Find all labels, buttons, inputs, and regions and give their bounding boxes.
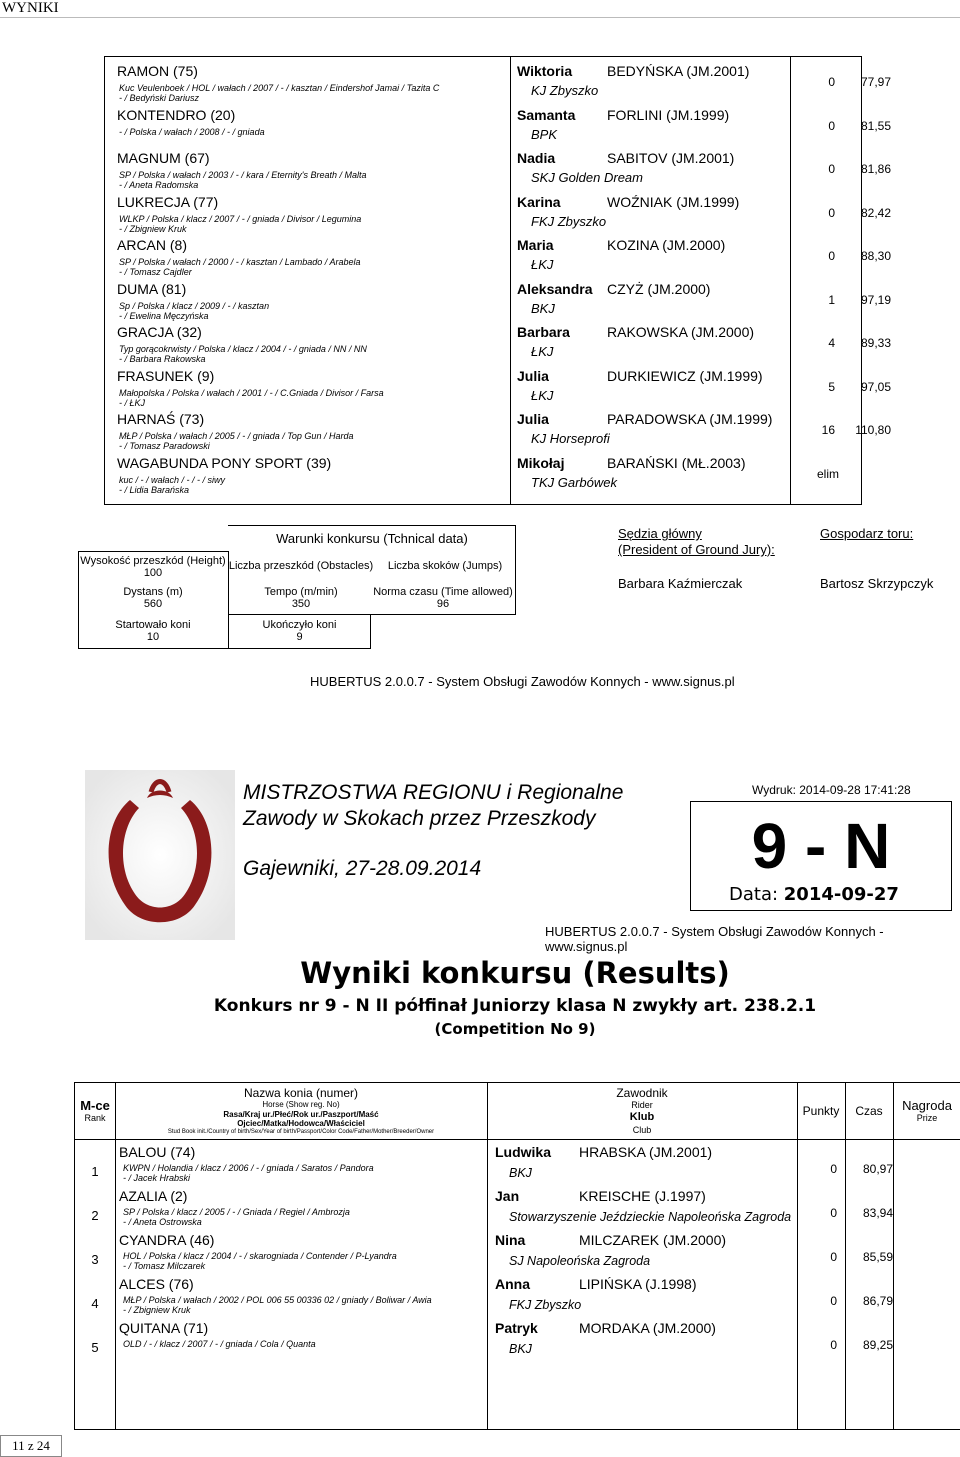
rider-last-name: PARADOWSKA (JM.1999) xyxy=(607,411,773,427)
time-value: 81,55 xyxy=(860,118,891,133)
time-value: 86,79 xyxy=(862,1294,893,1308)
date-value: 2014-09-27 xyxy=(783,884,899,905)
rider-first-name: Maria xyxy=(517,237,554,253)
rider-first-name: Wiktoria xyxy=(517,63,573,79)
time-value: 97,05 xyxy=(860,379,891,394)
horse-owner: - / Tomasz Cajdler xyxy=(119,267,192,277)
rank-value: 3 xyxy=(91,1252,99,1267)
time-value: 82,42 xyxy=(860,205,891,220)
host-label: Gospodarz toru: xyxy=(820,526,914,541)
rider-club: BPK xyxy=(531,126,558,142)
rider-club: FKJ Zbyszko xyxy=(531,213,607,229)
horse-name: FRASUNEK (9) xyxy=(117,367,215,384)
time-value: 89,33 xyxy=(860,336,891,350)
competition-number: (Competition No 9) xyxy=(434,1020,596,1038)
rider-club: SJ Napoleońska Zagroda xyxy=(509,1254,651,1268)
penalty-points: 0 xyxy=(828,162,835,176)
header-horse-legend: Stud Book init./Country of birth/Sex/Year of birth/Passport/Color Code/Father/Mother/Breeder/Owner xyxy=(167,1129,435,1135)
rank-value: 5 xyxy=(91,1340,99,1355)
header-rank-en: Rank xyxy=(84,1113,106,1123)
penalty-points: 16 xyxy=(821,423,835,437)
penalty-points: 5 xyxy=(828,379,835,394)
horse-details: SP / Polska / wałach / 2003 / - / kara / Eternity's Breath / Malta xyxy=(119,170,367,180)
time-value: 97,19 xyxy=(860,292,891,307)
rank-value: 2 xyxy=(91,1208,99,1223)
rider-club: ŁKJ xyxy=(531,387,554,403)
rider-last-name: CZYŻ (JM.2000) xyxy=(607,280,711,297)
horse-details: SP / Polska / wałach / 2000 / - / kasztan / Lambado / Arabela xyxy=(119,257,361,267)
penalty-points: 0 xyxy=(828,118,835,133)
competition-name: Konkurs nr 9 - N II półfinał Juniorzy klasa N zwykły art. 238.2.1 xyxy=(213,996,817,1016)
horse-details: HOL / Polska / klacz / 2004 / - / skarogniada / Contender / P-Lyandra xyxy=(123,1251,397,1261)
results-header xyxy=(74,1082,960,1140)
penalty-points: 0 xyxy=(830,1294,837,1308)
rider-club: KJ Zbyszko xyxy=(531,83,599,98)
rider-last-name: DURKIEWICZ (JM.1999) xyxy=(607,367,763,384)
rider-last-name: BARAŃSKI (MŁ.2003) xyxy=(607,454,746,471)
horse-name: HARNAŚ (73) xyxy=(117,411,205,427)
time-value: 85,59 xyxy=(862,1250,893,1264)
penalty-points: 0 xyxy=(828,205,835,220)
penalty-points: 0 xyxy=(828,75,835,89)
host-name: Bartosz Skrzypczyk xyxy=(820,576,934,591)
rider-first-name: Nadia xyxy=(517,150,556,166)
tempo-label: Tempo (m/min) xyxy=(264,586,338,598)
page-number: 11 z 24 xyxy=(0,1435,62,1457)
horse-name: AZALIA (2) xyxy=(119,1188,188,1204)
column-divider xyxy=(510,57,511,504)
horse-name: DUMA (81) xyxy=(117,280,187,297)
judge-name: Barbara Kaźmierczak xyxy=(618,576,743,591)
horse-details: Małopolska / Polska / wałach / 2001 / - / C.Gniada / Divisor / Farsa xyxy=(119,387,384,398)
footer-credit-2: HUBERTUS 2.0.0.7 - System Obsługi Zawodów Konnych - www.signus.pl xyxy=(545,924,884,954)
penalty-points: 0 xyxy=(830,1250,837,1264)
horse-owner: - / Zbigniew Kruk xyxy=(123,1305,191,1315)
header-prize: Nagroda xyxy=(902,1098,952,1113)
rider-last-name: LIPIŃSKA (J.1998) xyxy=(579,1276,697,1292)
horse-owner: - / ŁKJ xyxy=(119,397,146,408)
tempo-value: 350 xyxy=(291,598,311,610)
rider-first-name: Mikołaj xyxy=(517,454,565,471)
horse-details: kuc / - / wałach / - / - / siwy xyxy=(119,474,226,485)
horse-name: RAMON (75) xyxy=(117,63,198,79)
rider-club: TKJ Garbówek xyxy=(531,474,617,490)
rider-club: ŁKJ xyxy=(531,257,554,272)
horse-owner: - / Bedyński Dariusz xyxy=(119,93,200,103)
rider-club: BKJ xyxy=(509,1342,532,1356)
penalty-points: 0 xyxy=(830,1338,837,1352)
finished-label: Ukończyło koni xyxy=(262,619,337,631)
horse-details: Kuc Veulenboek / HOL / wałach / 2007 / - / kasztan / Eindershof Jamai / Tazita C xyxy=(119,83,440,93)
horse-details: OLD / - / klacz / 2007 / - / gniada / Cola / Quanta xyxy=(123,1339,316,1349)
horse-name: BALOU (74) xyxy=(119,1144,196,1160)
horse-owner: - / Lidia Barańska xyxy=(119,484,190,495)
horse-owner: - / Tomasz Milczarek xyxy=(123,1261,206,1271)
distance-label: Dystans (m) xyxy=(123,586,183,598)
rider-first-name: Patryk xyxy=(495,1320,538,1336)
distance-value: 560 xyxy=(143,598,163,610)
judge-label-en: (President of Ground Jury): xyxy=(618,542,775,557)
time-value: 81,86 xyxy=(860,162,891,176)
horse-details: - / Polska / wałach / 2008 / - / gniada xyxy=(119,126,265,137)
header-rank: M-ce xyxy=(80,1098,110,1113)
header-points: Punkty xyxy=(802,1104,840,1118)
horse-owner: - / Zbigniew Kruk xyxy=(119,223,187,234)
page-header-label: WYNIKI xyxy=(0,0,960,18)
time-value: 110,80 xyxy=(855,423,891,437)
event-location-date: Gajewniki, 27-28.09.2014 xyxy=(243,857,482,880)
horse-name: ALCES (76) xyxy=(119,1276,194,1292)
header-horse-details: Rasa/Kraj ur./Płeć/Rok ur./Paszport/Maść xyxy=(223,1110,379,1119)
rider-first-name: Ludwika xyxy=(495,1144,552,1160)
rider-club: BKJ xyxy=(509,1166,532,1180)
rider-last-name: FORLINI (JM.1999) xyxy=(607,106,730,123)
judge-label: Sędzia główny xyxy=(618,526,702,541)
event-line1: MISTRZOSTWA REGIONU i Regionalne xyxy=(243,781,624,804)
time-allowed-value: 96 xyxy=(436,598,450,610)
rider-first-name: Nina xyxy=(495,1232,526,1248)
header-rider: Zawodnik xyxy=(616,1086,668,1100)
horseshoe-logo xyxy=(85,770,235,940)
penalty-points: 0 xyxy=(830,1162,837,1176)
rider-last-name: KREISCHE (J.1997) xyxy=(579,1188,706,1204)
height-value: 100 xyxy=(143,567,163,579)
rider-club: ŁKJ xyxy=(531,344,554,359)
rider-club: FKJ Zbyszko xyxy=(509,1298,582,1312)
rider-last-name: MORDAKA (JM.2000) xyxy=(579,1320,716,1336)
horse-name: MAGNUM (67) xyxy=(117,150,210,166)
class-box xyxy=(690,801,952,911)
horse-name: CYANDRA (46) xyxy=(119,1232,215,1248)
horse-owner: - / Aneta Radomska xyxy=(119,180,199,190)
header-club: Klub xyxy=(629,1111,655,1123)
conditions-title: Warunki konkursu (Tchnical data) xyxy=(276,531,468,546)
rider-first-name: Jan xyxy=(495,1188,520,1204)
horse-owner: - / Ewelina Męczyńska xyxy=(119,310,209,321)
time-value: 89,25 xyxy=(862,1338,893,1352)
footer-credit: HUBERTUS 2.0.0.7 - System Obsługi Zawodów Konnych - www.signus.pl xyxy=(310,674,735,689)
horse-name: WAGABUNDA PONY SPORT (39) xyxy=(117,454,332,471)
rider-club: SKJ Golden Dream xyxy=(531,170,643,185)
rider-first-name: Julia xyxy=(517,367,549,384)
penalty-points: 1 xyxy=(828,292,835,307)
rider-last-name: RAKOWSKA (JM.2000) xyxy=(607,324,755,340)
horse-name: ARCAN (8) xyxy=(117,237,188,253)
height-label: Wysokość przeszkód (Height) xyxy=(80,555,226,567)
header-horse: Nazwa konia (numer) xyxy=(243,1086,359,1100)
started-value: 10 xyxy=(146,631,160,643)
finished-value: 9 xyxy=(296,631,303,643)
rider-first-name: Karina xyxy=(517,193,561,210)
rider-club: KJ Horseprofi xyxy=(531,431,610,446)
time-value: 77,97 xyxy=(860,75,891,89)
time-allowed-label: Norma czasu (Time allowed) xyxy=(373,586,513,598)
header-horse-origin: Ojciec/Matka/Hodowca/Właściciel xyxy=(237,1119,365,1128)
horse-name: GRACJA (32) xyxy=(117,324,202,340)
header-rider-en: Rider xyxy=(631,1100,653,1110)
horse-owner: - / Jacek Hrabski xyxy=(123,1173,191,1183)
header-time: Czas xyxy=(855,1104,883,1118)
rider-last-name: SABITOV (JM.2001) xyxy=(607,150,735,166)
header-prize-en: Prize xyxy=(916,1113,938,1123)
header-horse-en: Horse (Show reg. No) xyxy=(262,1100,340,1109)
printed-timestamp: Wydruk: 2014-09-28 17:41:28 xyxy=(752,783,911,797)
rider-first-name: Samanta xyxy=(517,106,576,123)
horse-name: QUITANA (71) xyxy=(119,1320,209,1336)
horse-details: Sp / Polska / klacz / 2009 / - / kasztan xyxy=(119,300,270,311)
results-title: Wyniki konkursu (Results) xyxy=(300,956,730,990)
previous-results-table xyxy=(104,56,891,505)
rider-last-name: BEDYŃSKA (JM.2001) xyxy=(607,63,750,79)
class-code: 9 - N xyxy=(751,810,891,882)
header-club-en: Club xyxy=(632,1125,652,1135)
horse-details: WLKP / Polska / klacz / 2007 / - / gniada / Divisor / Legumina xyxy=(119,213,362,224)
horse-details: MŁP / Polska / wałach / 2005 / - / gniada / Top Gun / Harda xyxy=(119,431,354,441)
horse-details: MŁP / Polska / wałach / 2002 / POL 006 55 00336 02 / gniady / Boliwar / Awia xyxy=(123,1295,432,1305)
obstacles-label: Liczba przeszkód (Obstacles) xyxy=(228,560,374,572)
rider-club: BKJ xyxy=(531,300,555,316)
horse-owner: - / Aneta Ostrowska xyxy=(123,1217,202,1227)
rider-last-name: HRABSKA (JM.2001) xyxy=(579,1144,713,1160)
penalty-points: elim xyxy=(817,466,840,481)
rider-first-name: Aleksandra xyxy=(517,280,593,297)
horse-name: LUKRECJA (77) xyxy=(117,193,219,210)
horse-owner: - / Barbara Rakowska xyxy=(119,354,206,364)
rank-value: 4 xyxy=(91,1296,99,1311)
rider-first-name: Julia xyxy=(517,411,549,427)
rider-last-name: MILCZAREK (JM.2000) xyxy=(579,1232,727,1248)
column-divider xyxy=(790,57,791,504)
horse-details: KWPN / Holandia / klacz / 2006 / - / gniada / Saratos / Pandora xyxy=(123,1163,374,1173)
horse-details: Typ gorącokrwisty / Polska / klacz / 2004 / - / gniada / NN / NN xyxy=(119,344,367,354)
rider-first-name: Anna xyxy=(495,1276,530,1292)
penalty-points: 4 xyxy=(828,336,835,350)
rider-last-name: KOZINA (JM.2000) xyxy=(607,237,726,253)
technical-data-box xyxy=(78,525,516,649)
event-line2: Zawody w Skokach przez Przeszkody xyxy=(243,807,596,830)
rank-value: 1 xyxy=(91,1164,99,1179)
penalty-points: 0 xyxy=(830,1206,837,1220)
results-table xyxy=(74,1140,960,1430)
time-value: 88,30 xyxy=(860,249,891,263)
time-value: 80,97 xyxy=(862,1162,893,1176)
time-value: 83,94 xyxy=(862,1206,893,1220)
horse-details: SP / Polska / klacz / 2005 / - / Gniada / Regiel / Ambrozja xyxy=(123,1207,350,1217)
rider-last-name: WOŹNIAK (JM.1999) xyxy=(607,193,740,210)
horse-name: KONTENDRO (20) xyxy=(117,106,236,123)
jumps-label: Liczba skoków (Jumps) xyxy=(387,560,503,572)
started-label: Startowało koni xyxy=(115,619,191,631)
horse-owner: - / Tomasz Paradowski xyxy=(119,441,210,451)
rider-first-name: Barbara xyxy=(517,324,570,340)
rider-club: Stowarzyszenie Jeździeckie Napoleońska Zagroda xyxy=(509,1210,792,1224)
penalty-points: 0 xyxy=(828,249,835,263)
date-label: Data: xyxy=(729,884,779,905)
